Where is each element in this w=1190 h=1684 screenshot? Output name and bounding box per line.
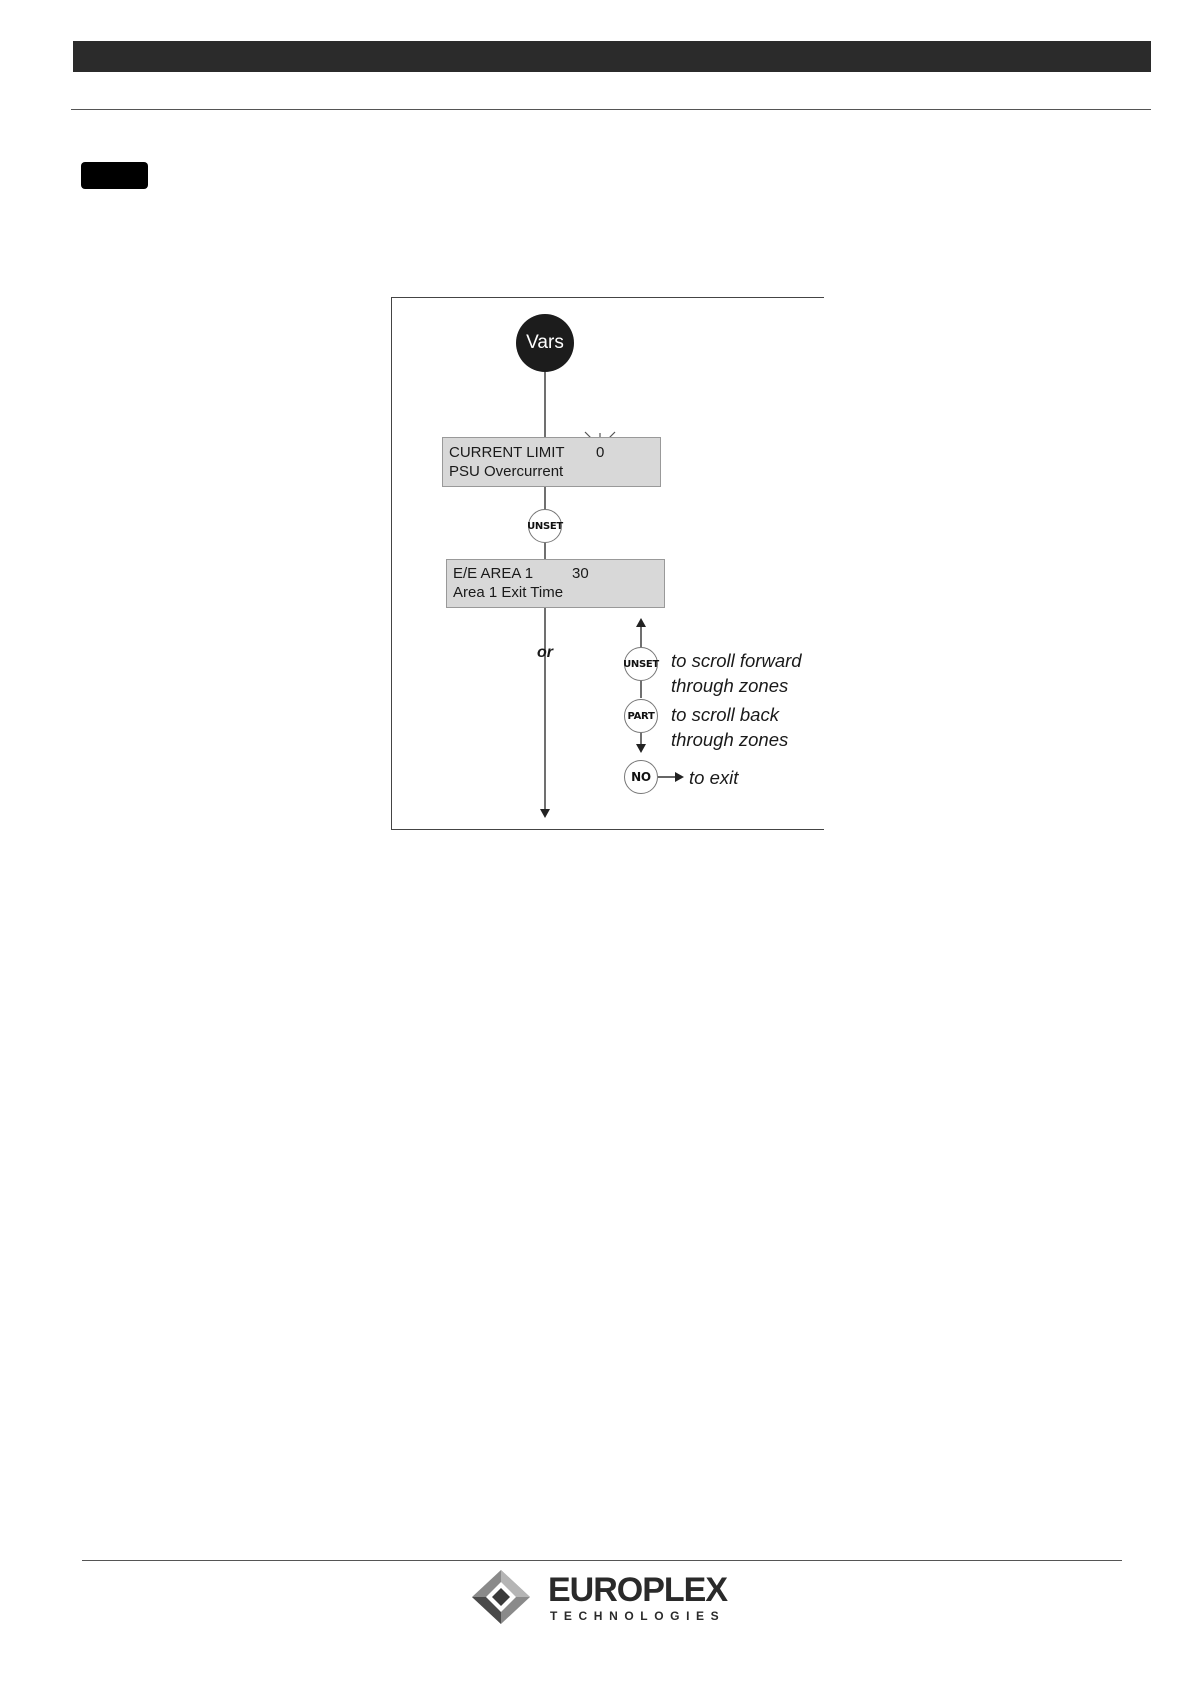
no-key-icon <box>624 760 658 794</box>
lcd-line-2: Area 1 Exit Time <box>453 584 564 601</box>
unset-key-icon <box>528 509 562 543</box>
scroll-back-text <box>671 702 788 752</box>
header-bar <box>73 41 1151 72</box>
scroll-forward-line-2: through zones <box>671 675 789 696</box>
up-arrowhead <box>636 618 646 627</box>
header-rule <box>71 109 1151 110</box>
logo-mark-icon <box>466 1568 536 1626</box>
or-label: or <box>537 644 553 661</box>
unset-key-label: UNSET <box>623 658 659 670</box>
down-small-arrowhead <box>636 744 646 753</box>
scroll-forward-line-1: to scroll forward <box>671 650 802 671</box>
lcd-value: 30 <box>572 565 589 582</box>
vars-start-node <box>516 314 574 372</box>
part-key-icon <box>624 699 658 733</box>
programming-flow <box>391 297 824 830</box>
scroll-back-line-2: through zones <box>671 729 789 750</box>
vars-label: Vars <box>526 332 564 353</box>
lcd-line-2: PSU Overcurrent <box>449 463 564 480</box>
lcd-screen-current-limit <box>442 437 661 487</box>
lcd-value: 0 <box>596 444 605 461</box>
logo-subtitle: TECHNOLOGIES <box>550 1609 726 1623</box>
unset-key-label: UNSET <box>527 520 563 532</box>
section-tag <box>81 162 148 189</box>
right-arrowhead <box>675 772 684 782</box>
europlex-logo <box>466 1568 732 1628</box>
lcd-line-1: E/E AREA 1 <box>453 565 534 582</box>
scroll-forward-text <box>671 648 802 698</box>
lcd-line-1: CURRENT LIMIT <box>449 444 565 461</box>
down-arrowhead <box>540 809 550 818</box>
scroll-back-line-1: to scroll back <box>671 704 779 725</box>
unset-key-icon <box>624 647 658 681</box>
no-key-label: NO <box>631 770 651 784</box>
logo-wordmark: EUROPLEX <box>548 1571 728 1609</box>
part-key-label: PART <box>627 710 655 722</box>
footer-rule <box>82 1560 1122 1561</box>
lcd-screen-exit-time <box>446 559 665 608</box>
exit-text: to exit <box>689 767 739 788</box>
